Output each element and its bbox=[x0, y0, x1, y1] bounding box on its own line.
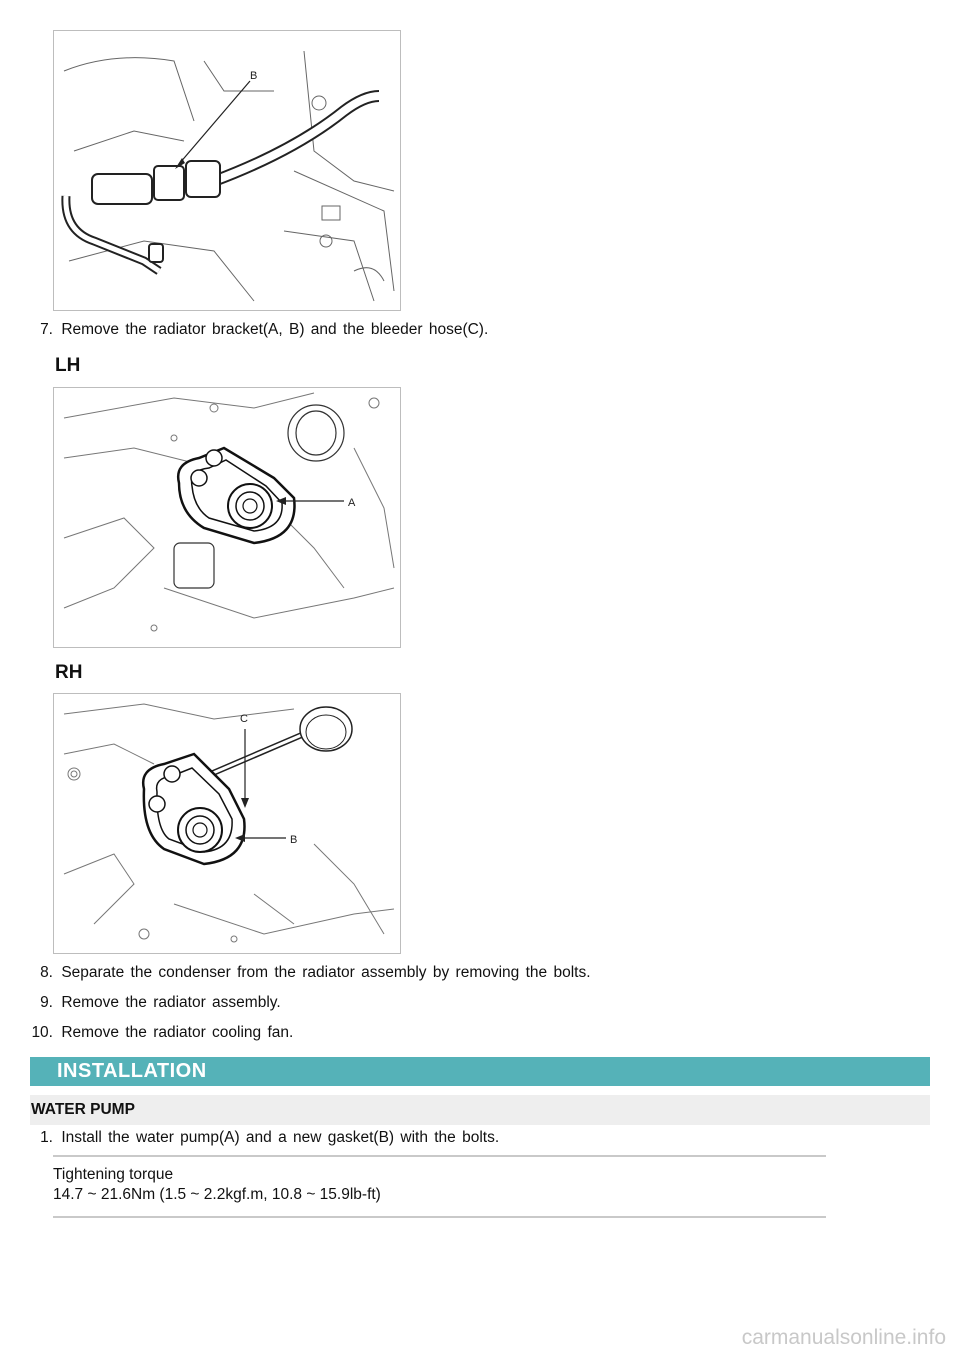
step-10 bbox=[30, 1023, 930, 1043]
rh-bracket-illustration bbox=[54, 694, 400, 953]
install-step-1-number: 1. bbox=[40, 1129, 53, 1146]
installation-section-header: INSTALLATION bbox=[30, 1057, 930, 1086]
callout-b-rh: B bbox=[290, 834, 298, 846]
step-8-text: Separate the condenser from the radiator assembly by removing the bolts. bbox=[61, 964, 591, 981]
step-7 bbox=[30, 320, 930, 340]
step-9 bbox=[30, 993, 930, 1013]
step-10-number: 10. bbox=[31, 1024, 53, 1041]
install-step-1-text: Install the water pump(A) and a new gasket(B) with the bolts. bbox=[61, 1129, 500, 1146]
spec-value: 14.7 ~ 21.6Nm (1.5 ~ 2.2kgf.m, 10.8 ~ 15.9lb-ft) bbox=[53, 1186, 381, 1203]
hose-illustration bbox=[54, 31, 400, 310]
tightening-torque-spec bbox=[53, 1155, 826, 1218]
step-8 bbox=[30, 963, 930, 983]
callout-a: A bbox=[348, 497, 356, 509]
step-10-text: Remove the radiator cooling fan. bbox=[61, 1024, 294, 1041]
step-7-number: 7. bbox=[40, 321, 53, 338]
spec-label: Tightening torque bbox=[53, 1166, 174, 1183]
lh-bracket-illustration bbox=[54, 388, 400, 647]
figure-hose-b bbox=[53, 30, 401, 311]
callout-b: B bbox=[250, 70, 258, 82]
footer-watermark-url: carmanualsonline.info bbox=[741, 1326, 946, 1349]
step-9-number: 9. bbox=[40, 994, 53, 1011]
callout-c: C bbox=[240, 713, 248, 725]
step-8-number: 8. bbox=[40, 964, 53, 981]
step-7-text: Remove the radiator bracket(A, B) and the bleeder hose(C). bbox=[61, 321, 489, 338]
water-pump-heading: WATER PUMP bbox=[30, 1095, 930, 1125]
rh-label: RH bbox=[55, 662, 83, 683]
figure-rh-bracket bbox=[53, 693, 401, 954]
figure-lh-bracket bbox=[53, 387, 401, 648]
install-step-1 bbox=[30, 1128, 930, 1148]
step-9-text: Remove the radiator assembly. bbox=[61, 994, 281, 1011]
lh-label: LH bbox=[55, 355, 81, 376]
